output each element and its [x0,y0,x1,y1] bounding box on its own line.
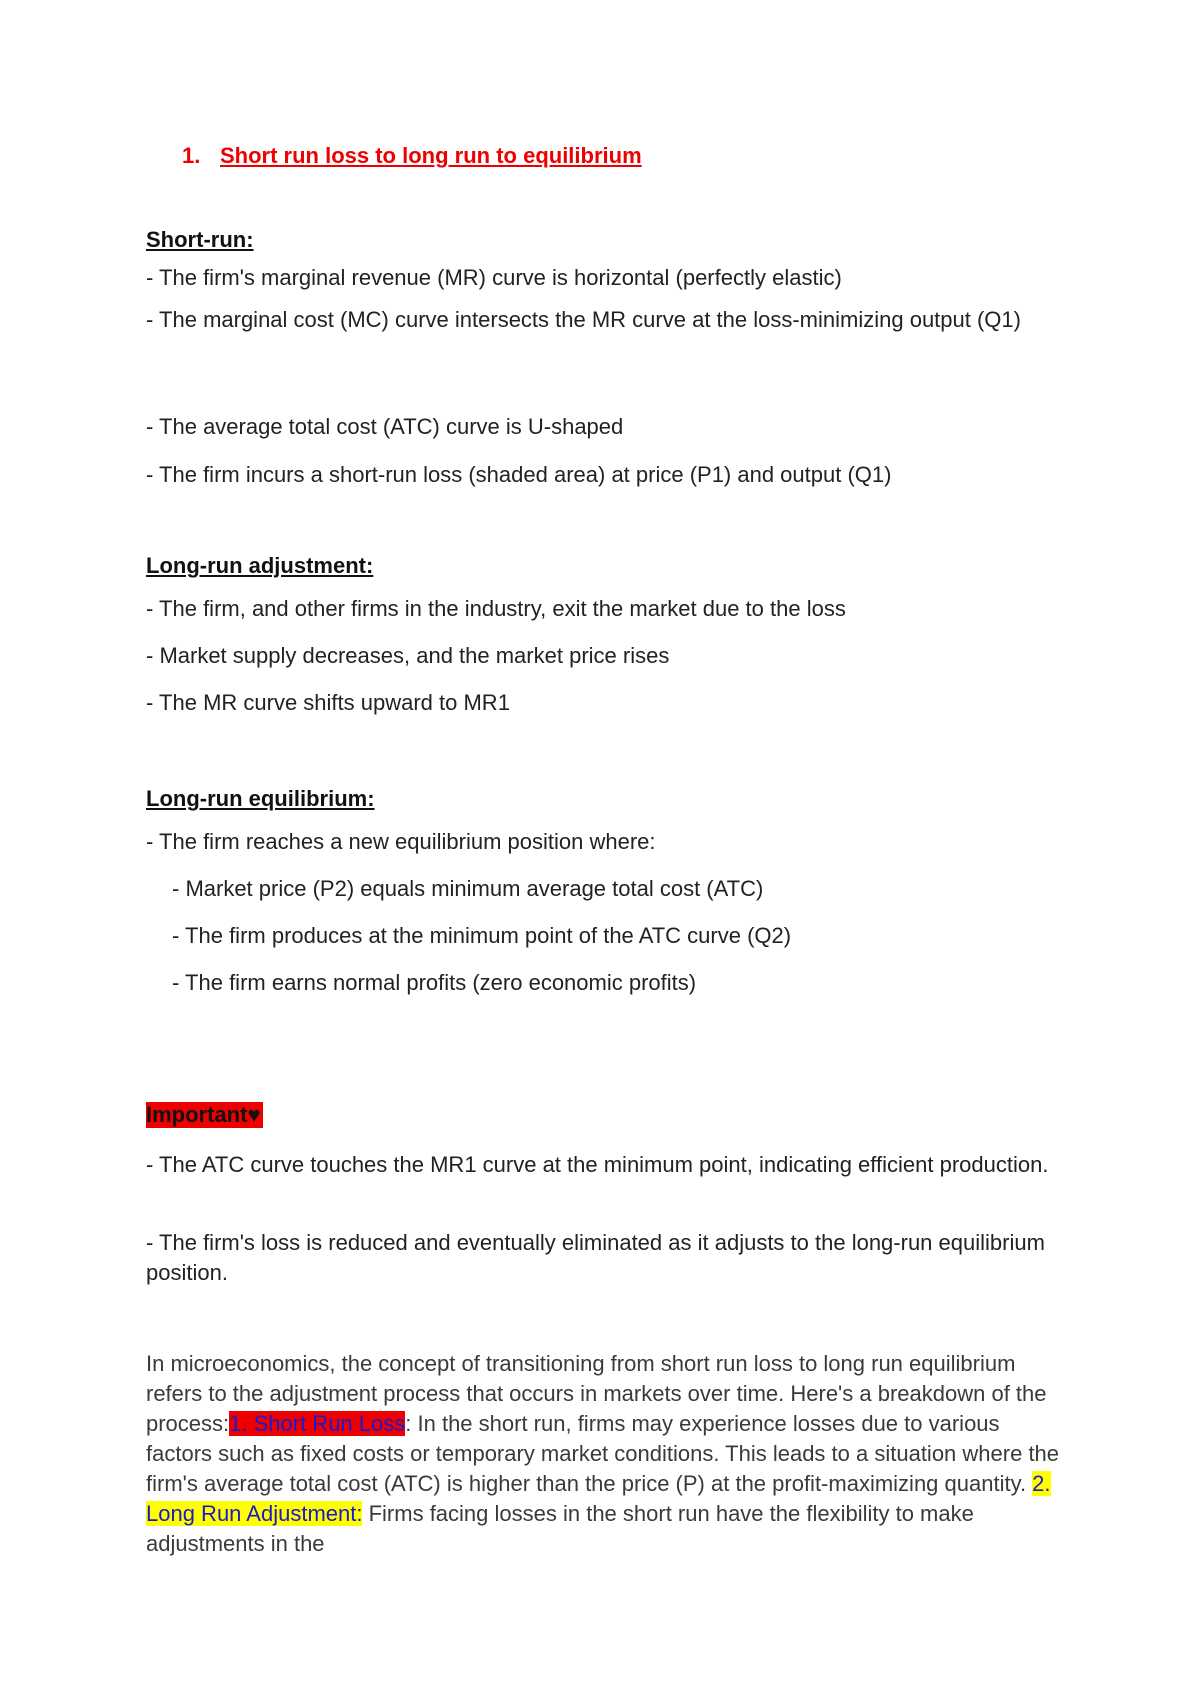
paragraph-part-1: In microeconomics, the concept of transitioning from short run loss to long run equilibrium refers to the adjustment process that occurs in markets over time. Here's a breakdown of the process: [146,1351,1047,1436]
heading-number: 1. [182,143,201,168]
important-line-2: - The firm's loss is reduced and eventually eliminated as it adjusts to the long-run equilibrium position. [146,1230,1045,1285]
section-heading [182,143,642,169]
long-run-adjustment-title: Long-run adjustment: [146,553,374,578]
long-run-adjustment-line-2: - Market supply decreases, and the market price rises [146,643,670,668]
short-run-line-3: - The average total cost (ATC) curve is U-shaped [146,414,624,439]
short-run-title: Short-run: [146,227,254,252]
short-run-line-4: - The firm incurs a short-run loss (shaded area) at price (P1) and output (Q1) [146,462,892,487]
important-label [146,1102,263,1128]
explanation-paragraph [146,1349,1066,1559]
long-run-adjustment-line-1: - The firm, and other firms in the industry, exit the market due to the loss [146,596,846,621]
heart-icon: ♥ [247,1102,261,1127]
highlight-long-run-adjustment: 2. Long Run Adjustment: [146,1471,1051,1526]
highlight-short-run-loss: 1. Short Run Loss [229,1411,406,1436]
long-run-equilibrium-sub-1: - Market price (P2) equals minimum average total cost (ATC) [172,876,764,901]
short-run-line-1: - The firm's marginal revenue (MR) curve is horizontal (perfectly elastic) [146,265,842,290]
long-run-equilibrium-title: Long-run equilibrium: [146,786,375,811]
important-line-1: - The ATC curve touches the MR1 curve at the minimum point, indicating efficient production. [146,1152,1049,1177]
long-run-equilibrium-sub-3: - The firm earns normal profits (zero economic profits) [172,970,697,995]
heading-title: Short run loss to long run to equilibrium [220,143,642,168]
paragraph-part-3: Firms facing losses in the short run have the flexibility to make adjustments in the [146,1501,974,1556]
long-run-equilibrium-sub-2: - The firm produces at the minimum point of the ATC curve (Q2) [172,923,792,948]
short-run-line-2: - The marginal cost (MC) curve intersects the MR curve at the loss-minimizing output (Q1) [146,307,1021,332]
paragraph-part-2: : In the short run, firms may experience losses due to various factors such as fixed costs or temporary market conditions. This leads to a situation where the firm's average total cost (ATC) is higher than the price (P) at the profit-maximizing quantity. [146,1411,1060,1496]
long-run-adjustment-line-3: - The MR curve shifts upward to MR1 [146,690,510,715]
important-label-text: Important [146,1102,248,1127]
long-run-equilibrium-intro: - The firm reaches a new equilibrium position where: [146,829,656,854]
